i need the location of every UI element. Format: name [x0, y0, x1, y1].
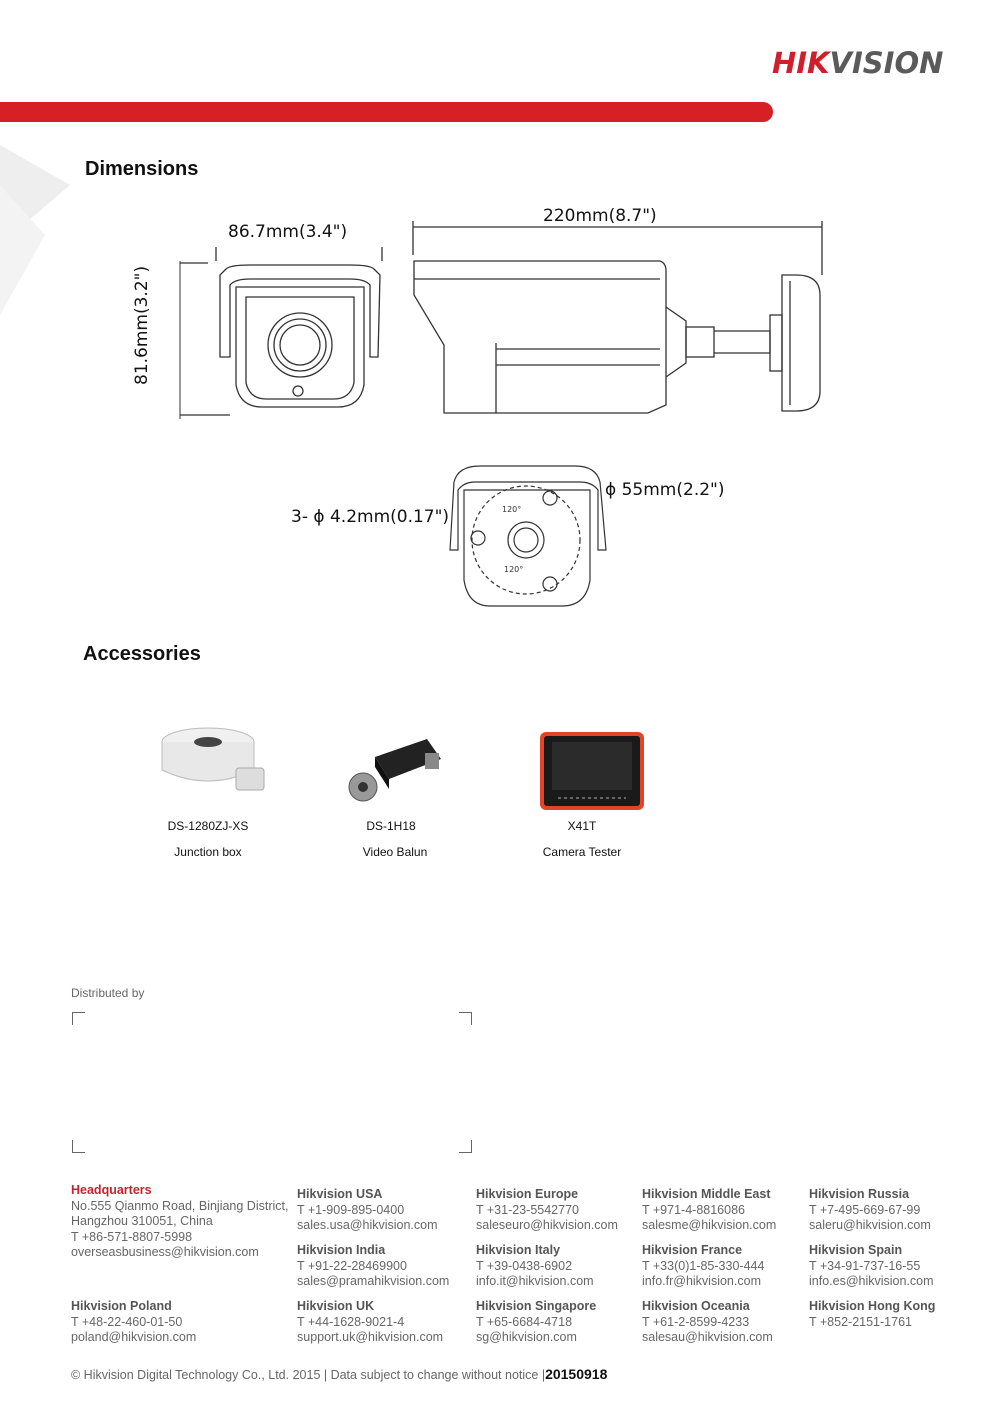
box-corner	[72, 1012, 85, 1025]
angle-top-label: 120°	[502, 505, 522, 514]
base-diameter-label: ϕ 55mm(2.2")	[605, 480, 725, 500]
accessory-desc: Camera Tester	[542, 845, 622, 859]
accessory-model: DS-1H18	[366, 819, 416, 833]
header-red-bar	[0, 102, 773, 122]
camera-front-view	[170, 245, 390, 425]
accessory-desc: Video Balun	[362, 845, 428, 859]
office-hongkong: Hikvision Hong Kong T +852-2151-1761	[809, 1299, 936, 1329]
holes-label: 3- ϕ 4.2mm(0.17")	[291, 507, 450, 527]
office-poland: Hikvision Poland T +48-22-460-01-50 poland@hikvision.com	[71, 1299, 197, 1344]
camera-tester-icon	[538, 730, 646, 812]
office-middle-east: Hikvision Middle East T +971-4-8816086 salesme@hikvision.com	[642, 1187, 777, 1232]
angle-bottom-label: 120°	[504, 565, 524, 574]
copyright-footer: © Hikvision Digital Technology Co., Ltd. 2015 | Data subject to change without notice |20150918	[71, 1366, 608, 1382]
decorative-triangles	[0, 125, 75, 325]
office-europe: Hikvision Europe T +31-23-5542770 saleseuro@hikvision.com	[476, 1187, 618, 1232]
hikvision-logo: HIKVISION	[772, 46, 944, 80]
accessory-desc: Junction box	[174, 845, 242, 859]
box-corner	[72, 1140, 85, 1153]
office-russia: Hikvision Russia T +7-495-669-67-99 saleru@hikvision.com	[809, 1187, 931, 1232]
box-corner	[459, 1140, 472, 1153]
office-india: Hikvision India T +91-22-28469900 sales@pramahikvision.com	[297, 1243, 450, 1288]
junction-box-icon	[158, 722, 268, 802]
office-italy: Hikvision Italy T +39-0438-6902 info.it@hikvision.com	[476, 1243, 594, 1288]
office-usa: Hikvision USA T +1-909-895-0400 sales.usa@hikvision.com	[297, 1187, 438, 1232]
height-dimension-line	[175, 255, 185, 425]
accessory-model: X41T	[567, 819, 597, 833]
accessory-model: DS-1280ZJ-XS	[167, 819, 249, 833]
camera-bottom-view	[440, 460, 615, 615]
office-hq: Headquarters No.555 Qianmo Road, Binjiang District, Hangzhou 310051, China T +86-571-8807-5998 overseasbusiness@hikvision.com	[71, 1183, 289, 1259]
front-height-label: 81.6mm(3.2")	[132, 265, 152, 385]
camera-side-view	[410, 215, 830, 415]
office-france: Hikvision France T +33(0)1-85-330-444 info.fr@hikvision.com	[642, 1243, 765, 1288]
accessories-title: Accessories	[83, 643, 201, 665]
office-spain: Hikvision Spain T +34-91-737-16-55 info.es@hikvision.com	[809, 1243, 934, 1288]
front-width-label: 86.7mm(3.4")	[228, 222, 348, 242]
video-balun-icon	[345, 735, 445, 810]
office-singapore: Hikvision Singapore T +65-6684-4718 sg@hikvision.com	[476, 1299, 597, 1344]
office-oceania: Hikvision Oceania T +61-2-8599-4233 salesau@hikvision.com	[642, 1299, 773, 1344]
distributed-by-label: Distributed by	[71, 986, 145, 1000]
office-uk: Hikvision UK T +44-1628-9021-4 support.uk@hikvision.com	[297, 1299, 444, 1344]
box-corner	[459, 1012, 472, 1025]
side-length-label: 220mm(8.7")	[543, 206, 657, 226]
dimensions-title: Dimensions	[85, 158, 199, 180]
